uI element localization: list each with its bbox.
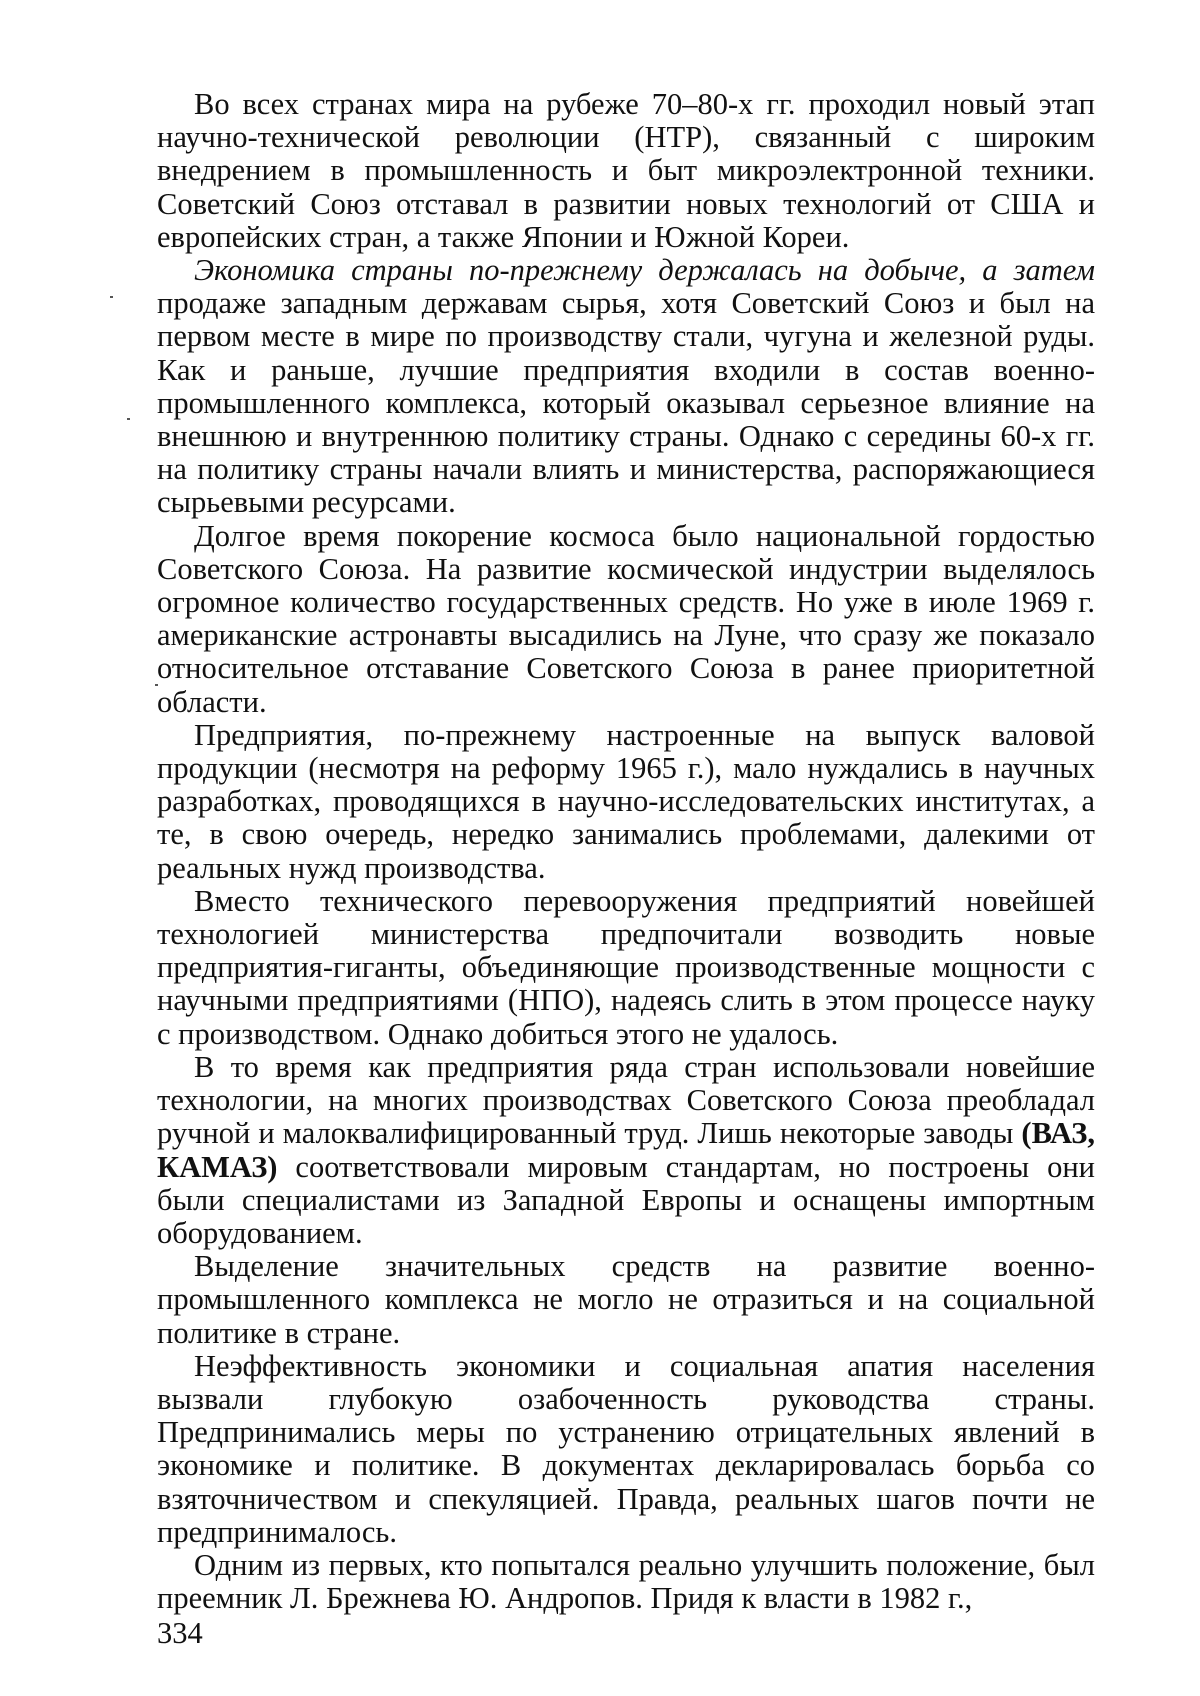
paragraph-economy-rest: продаже западным державам сырья, хотя Советский Союз и был на первом месте в мире по производству стали, чугуна и железной руды. Как и раньше, лучшие предприятия входили в состав военно-промышленного комплекса, который оказывал серьезное влияние на внешнюю и внутреннюю политику страны. Однако с середины 60-х гг. на политику страны начали влиять и министерства, распоряжающиеся сырьевыми ресурсами.: [157, 286, 1095, 519]
scan-speck: [155, 684, 158, 686]
paragraph-ministries: Вместо технического перевооружения предприятий новейшей технологией министерства предпочитали возводить новые предприятия-гиганты, объединяющие производственные мощности с научными предприятиями (НПО), надеясь слить в этом процессе науку с производством. Однако добиться этого не удалось.: [157, 885, 1095, 1051]
page-number: 334: [157, 1617, 203, 1650]
bold-phrase: (ВАЗ, КАМАЗ): [157, 1116, 1095, 1183]
paragraph-military-industry: Выделение значительных средств на развитие военно-промышленного комплекса не могло не отразиться и на социальной политике в стране.: [157, 1250, 1095, 1350]
paragraph-economy: [157, 254, 1095, 520]
paragraph-andropov: Одним из первых, кто попытался реально улучшить положение, был преемник Л. Брежнева Ю. Андропов. Придя к власти в 1982 г.,: [157, 1549, 1095, 1615]
page-text: [157, 88, 1095, 1615]
paragraph-technologies-before: В то время как предприятия ряда стран использовали новейшие технологии, на многих производствах Советского Союза преобладал ручной и малоквалифицированный труд. Лишь некоторые заводы: [157, 1050, 1095, 1150]
italic-phrase: Экономика страны по-прежнему держалась на добыче, а затем: [194, 253, 1095, 287]
paragraph-space: Долгое время покорение космоса было национальной гордостью Советского Союза. На развитие космической индустрии выделялось огромное количество государственных средств. Но уже в июле 1969 г. американские астронавты высадились на Луне, что сразу же показало относительное отставание Советского Союза в ранее приоритетной области.: [157, 520, 1095, 719]
paragraph-inefficiency: Неэффективность экономики и социальная апатия населения вызвали глубокую озабоченность руководства страны. Предпринимались меры по устранению отрицательных явлений в экономике и политике. В документах декларировалась борьба со взяточничеством и спекуляцией. Правда, реальных шагов почти не предпринималось.: [157, 1350, 1095, 1549]
scan-speck: [110, 296, 113, 298]
scan-speck: [127, 418, 130, 420]
paragraph-technologies: [157, 1051, 1095, 1250]
paragraph-technologies-after: соответствовали мировым стандартам, но построены они были специалистами из Западной Европы и оснащены импортным оборудованием.: [157, 1150, 1095, 1250]
paragraph-ntr: Во всех странах мира на рубеже 70–80-х гг. проходил новый этап научно-технической революции (НТР), связанный с широким внедрением в промышленность и быт микроэлектронной техники. Советский Союз отставал в развитии новых технологий от США и европейских стран, а также Японии и Южной Кореи.: [157, 88, 1095, 254]
paragraph-enterprises: Предприятия, по-прежнему настроенные на выпуск валовой продукции (несмотря на реформу 1965 г.), мало нуждались в научных разработках, проводящихся в научно-исследовательских институтах, а те, в свою очередь, нередко занимались проблемами, далекими от реальных нужд производства.: [157, 719, 1095, 885]
